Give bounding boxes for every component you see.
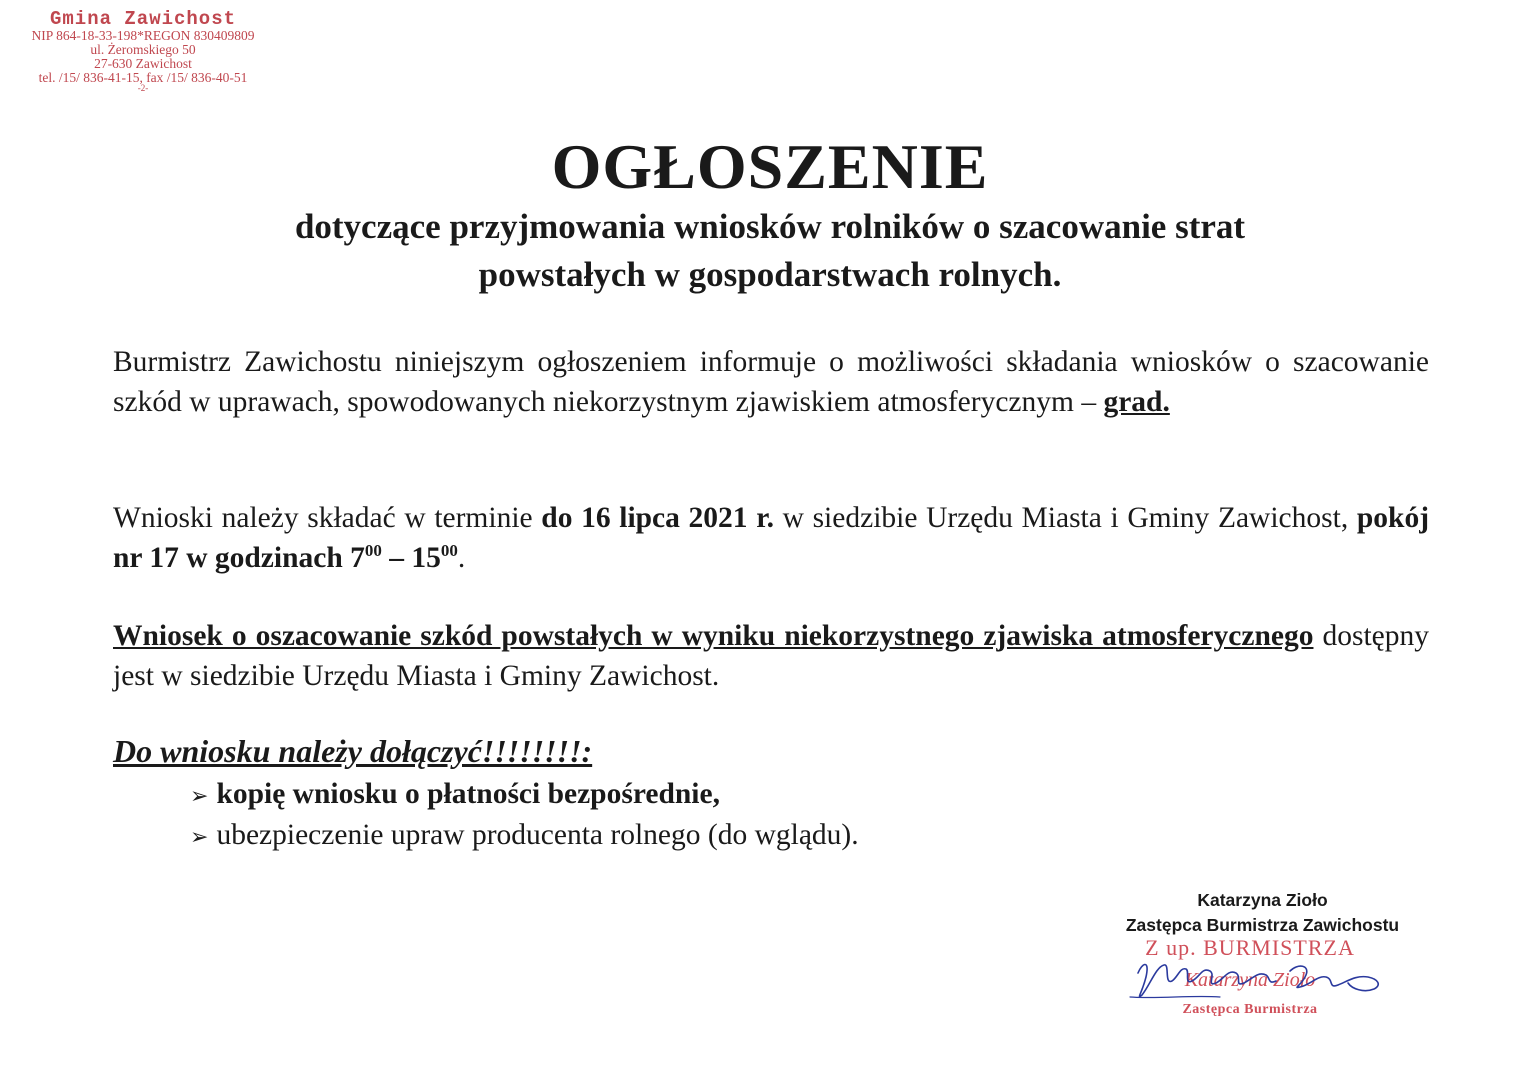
- page-subtitle: [150, 203, 1390, 299]
- stamp-title: Gmina Zawichost: [49, 8, 237, 30]
- signatory-block: [1070, 888, 1455, 938]
- deadline-text-1: Wnioski należy składać w terminie: [113, 502, 542, 534]
- hail-highlight: grad.: [1103, 386, 1170, 418]
- subtitle-line-2: powstałych w gospodarstwach rolnych.: [478, 255, 1062, 294]
- paragraph-dash: –: [1073, 386, 1104, 418]
- signatory-position: Zastępca Burmistrza Zawichostu: [1125, 915, 1400, 935]
- arrow-bullet-icon: ➢: [190, 784, 209, 809]
- announcement-paragraph: [113, 342, 1429, 422]
- deadline-end: .: [457, 542, 466, 574]
- stamp-code: -2-: [137, 83, 149, 94]
- attachments-list: [190, 775, 859, 857]
- stamp-phone: tel. /15/ 836-41-15, fax /15/ 836-40-51: [38, 69, 248, 85]
- form-availability-text: dostępny jest w siedzibie Urzędu Miasta i Gminy Zawichost.: [113, 620, 1430, 692]
- signatory-name: Katarzyna Zioło: [1197, 890, 1328, 910]
- subtitle-line-1: dotyczące przyjmowania wniosków rolników o szacowanie strat: [294, 207, 1246, 246]
- deadline-paragraph: [113, 498, 1429, 578]
- form-availability-paragraph: [113, 616, 1429, 696]
- page-title: OGŁOSZENIE: [551, 131, 989, 202]
- form-name: Wniosek o oszacowanie szkód powstałych w wyniku niekorzystnego zjawiska atmosferycznego: [113, 620, 1314, 652]
- deadline-date: do 16 lipca 2021 r.: [541, 502, 774, 534]
- list-item-text: ubezpieczenie upraw producenta rolnego (do wglądu).: [216, 819, 859, 851]
- hour-from-sup: 00: [364, 541, 382, 561]
- hour-dash: – 15: [381, 542, 441, 574]
- arrow-bullet-icon: ➢: [190, 825, 209, 850]
- deadline-text-2: w siedzibie Urzędu Miasta i Gminy Zawichost,: [773, 502, 1357, 534]
- room-text: pokój nr 17 w godzinach 7: [113, 502, 1430, 574]
- stamp-city: 27-630 Zawichost: [94, 55, 192, 71]
- list-item: [190, 775, 859, 816]
- paragraph-text: Burmistrz Zawichostu niniejszym ogłoszeniem informuje o możliwości składania wniosków o szacowanie szkód w uprawach, spowodowanych niekorzystnym zjawiskiem atmosferycznym: [113, 346, 1429, 418]
- municipality-stamp: [18, 10, 268, 94]
- stamp-street: ul. Żeromskiego 50: [90, 42, 196, 58]
- stamp-authorization: Z up. BURMISTRZA: [1145, 935, 1355, 960]
- stamp-position: Zastępca Burmistrza: [1182, 1002, 1318, 1017]
- stamp-name: Katarzyna Zioło: [1184, 969, 1316, 991]
- list-item: [190, 816, 859, 857]
- stamp-nip: NIP 864-18-33-198*REGON 830409809: [31, 28, 255, 44]
- attachments-heading: Do wniosku należy dołączyć!!!!!!!!:: [113, 733, 593, 769]
- handwritten-signature: [1120, 945, 1390, 1015]
- hour-to-sup: 00: [440, 541, 458, 561]
- list-item-text: kopię wniosku o płatności bezpośrednie,: [216, 778, 720, 810]
